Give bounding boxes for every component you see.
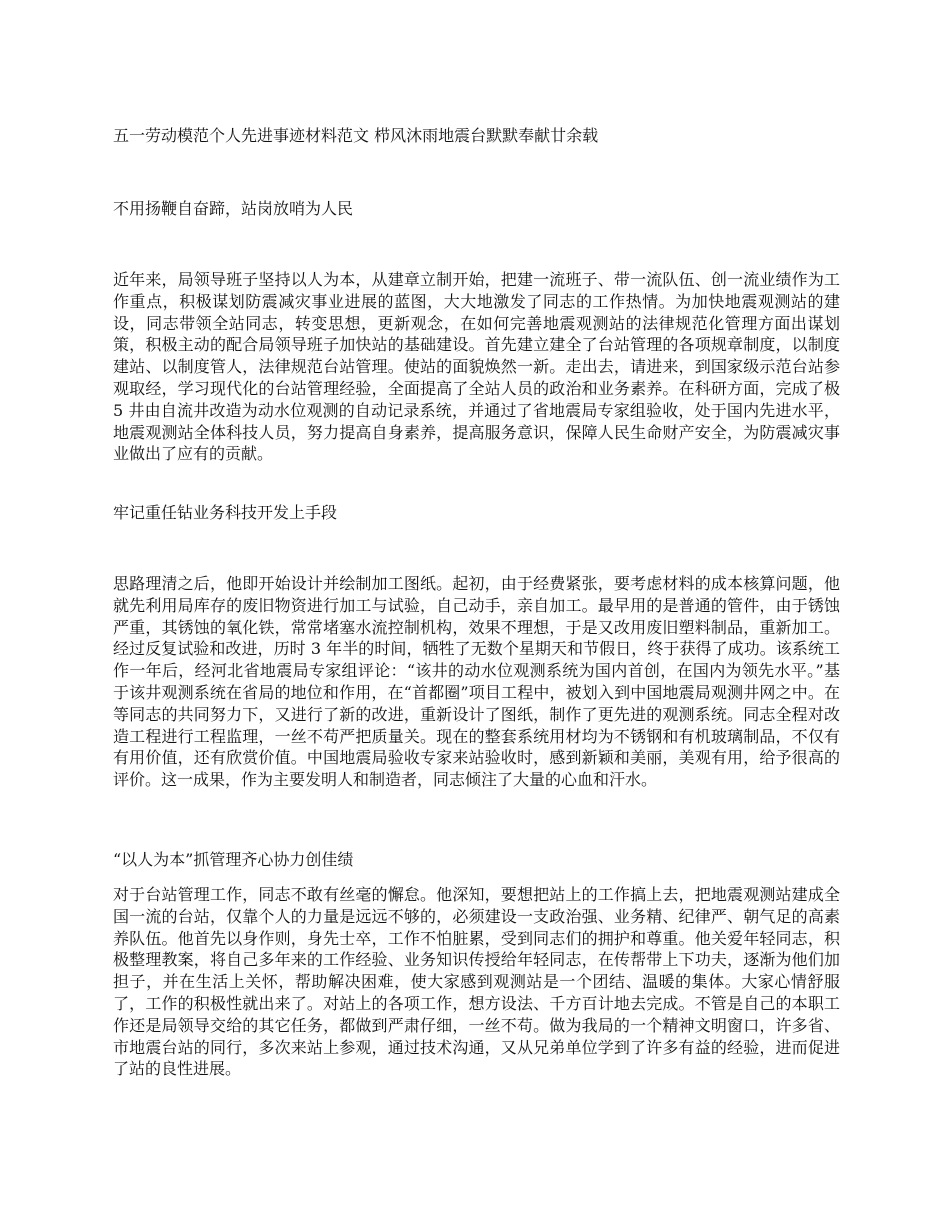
- section-heading-1: 不用扬鞭自奋蹄，站岗放哨为人民: [113, 199, 354, 218]
- document-title: 五一劳动模范个人先进事迹材料范文 栉风沐雨地震台默默奉献廿余载: [113, 126, 599, 145]
- section-heading-2: 牢记重任钻业务科技开发上手段: [113, 503, 338, 522]
- section-body-3: 对于台站管理工作，同志不敢有丝毫的懈怠。他深知，要想把站上的工作搞上去，把地震观测站建成全国一流的台站，仅靠个人的力量是远远不够的，必须建设一支政治强、业务精、纪律严、朝气足的高素养队伍。他首先以身作则，身先士卒，工作不怕脏累，受到同志们的拥护和尊重。他关爱年轻同志，积极整理教案，将自己多年来的工作经验、业务知识传授给年轻同志，在传帮带上下功夫，逐渐为他们加担子，并在生活上关怀，帮助解决困难，使大家感到观测站是一个团结、温暖的集体。大家心情舒服了，工作的积极性就出来了。对站上的各项工作，想方设法、千方百计地去完成。不管是自己的本职工作还是局领导交给的其它任务，都做到严肃仔细，一丝不苟。做为我局的一个精神文明窗口，许多省、市地震台站的同行，多次来站上参观，通过技术沟通，又从兄弟单位学到了许多有益的经验，进而促进了站的良性进展。: [113, 885, 840, 1079]
- section-body-1: 近年来，局领导班子坚持以人为本，从建章立制开始，把建一流班子、带一流队伍、创一流业绩作为工作重点，积极谋划防震减灾事业进展的蓝图，大大地激发了同志的工作热情。为加快地震观测站的建设，同志带领全站同志，转变思想，更新观念，在如何完善地震观测站的法律规范化管理方面出谋划策，积极主动的配合局领导班子加快站的基础建设。首先建立建全了台站管理的各项规章制度，以制度建站、以制度管人，法律规范台站管理。使站的面貌焕然一新。走出去，请进来，到国家级示范台站参观取经，学习现代化的台站管理经验，全面提高了全站人员的政治和业务素养。在科研方面，完成了极 5 井由自流井改造为动水位观测的自动记录系统，并通过了省地震局专家组验收，处于国内先进水平，地震观测站全体科技人员，努力提高自身素养，提高服务意识，保障人民生命财产安全，为防震减灾事业做出了应有的贡献。: [113, 270, 840, 464]
- section-body-2: 思路理清之后，他即开始设计并绘制加工图纸。起初，由于经费紧张，要考虑材料的成本核算问题，他就先利用局库存的废旧物资进行加工与试验，自己动手，亲自加工。最早用的是普通的管件，由于锈蚀严重，其锈蚀的氧化铁，常常堵塞水流控制机构，效果不理想，于是又改用废旧塑料制品，重新加工。经过反复试验和改进，历时 3 年半的时间，牺牲了无数个星期天和节假日，终于获得了成功。该系统工作一年后，经河北省地震局专家组评论：“该井的动水位观测系统为国内首创，在国内为领先水平。”基于该井观测系统在省局的地位和作用，在“首都圈”项目工程中，被划入到中国地震局观测井网之中。在等同志的共同努力下，又进行了新的改进，重新设计了图纸，制作了更先进的观测系统。同志全程对改造工程进行工程监理，一丝不苟严把质量关。现在的整套系统用材均为不锈钢和有机玻璃制品，不仅有有用价值，还有欣赏价值。中国地震局验收专家来站验收时，感到新颖和美丽，美观有用，给予很高的评价。这一成果，作为主要发明人和制造者，同志倾注了大量的心血和汗水。: [113, 574, 840, 790]
- section-heading-3: “以人为本”抓管理齐心协力创佳绩: [113, 850, 354, 869]
